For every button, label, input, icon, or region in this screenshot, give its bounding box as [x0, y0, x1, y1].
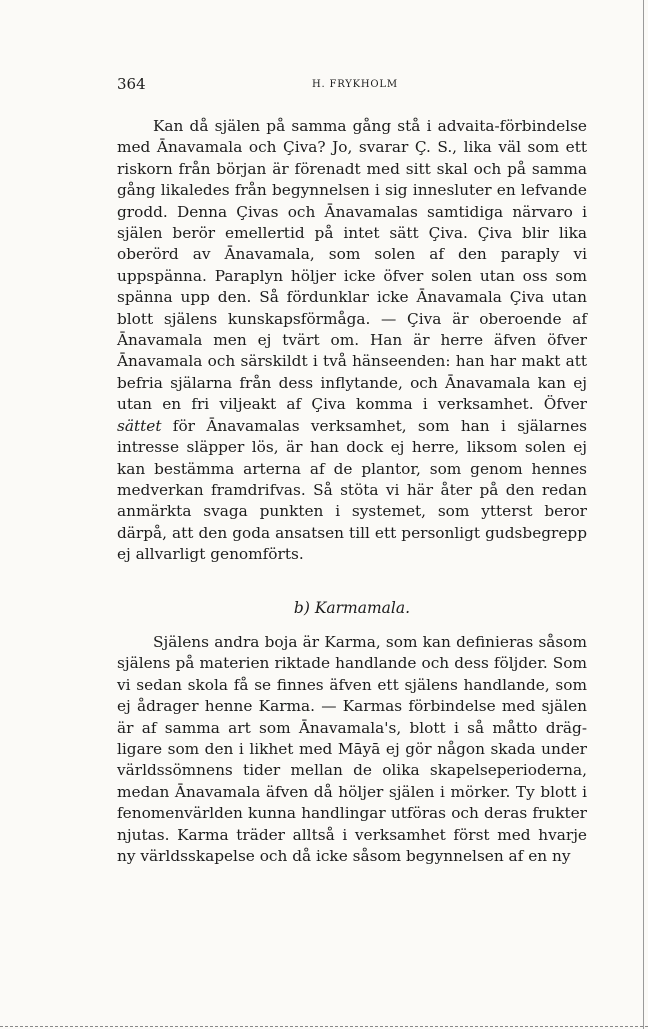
paragraph-text: Kan då själen på samma gång stå i advaita-förbindelse med Ānavamala och Çiva? Jo, svarar Ç. S., lika väl som ett riskorn från början är förenadt med sitt skal och på samma gång likaledes från begynnelsen i sig innesluter en lefvande grodd. Denna Çivas och Ānavamalas samtidiga närvaro i själen berör emellertid på intet sätt Çiva. Çiva blir lika oberörd av Ānavamala, som solen af den paraply vi uppspänna. Paraplyn höljer icke öfver solen utan oss som spänna upp den. Så fördunklar icke Ānavamala Çiva utan blott själens kunskapsförmåga. — Çiva är oberoende af Ānavamala men ej tvärt om. Han är herre äfven öfver Ānavamala och särskildt i två hänseenden: han har makt att befria själarna från dess inflytande, och Ānavamala kan ej utan en fri viljeakt af Çiva komma i verksamhet. Öfver: [117, 117, 587, 414]
page-header: [117, 75, 587, 97]
page-number: 364: [117, 75, 146, 93]
body-text-second: [117, 632, 587, 867]
emphasis-text: sättet: [117, 416, 162, 435]
page-edge-line: [643, 0, 644, 1029]
running-head: H. FRYKHOLM: [312, 79, 398, 90]
body-text-first: [117, 116, 587, 566]
paragraph: [117, 116, 587, 566]
paragraph: Själens andra boja är Karma, som kan definieras såsom själens på materien riktade handlande och dess följder. Som vi sedan skola få se finnes äfven ett själens handlande, som ej ådrager henne Karma. — Karmas förbindelse med själen är af samma art som Ānavamala's, blott i så måtto dräg-ligare som den i likhet med Māyā ej gör någon skada under världssömnens tider mellan de olika skapelseperioderna, medan Ānavamala äfven då höljer själen i mörker. Ty blott i fenomenvärlden kunna handlingar utföras och deras frukter njutas. Karma träder alltså i verksamhet först med hvarje ny världsskapelse och då icke såsom begynnelsen af en ny: [117, 633, 587, 866]
scan-bottom-edge: [0, 1026, 648, 1027]
section-heading: b) Karmamala.: [293, 599, 411, 617]
paragraph-text-continued: för Ānavamalas verksamhet, som han i själarnes intresse släpper lös, är han dock ej herre, liksom solen ej kan bestämma arterna af de plantor, som genom hennes medverkan framdrifvas. Så stöta vi här åter på den redan anmärkta svaga punkten i systemet, som ytterst beror därpå, att den goda ansatsen till ett personligt gudsbegrepp ej allvarligt genomförts.: [117, 416, 587, 564]
